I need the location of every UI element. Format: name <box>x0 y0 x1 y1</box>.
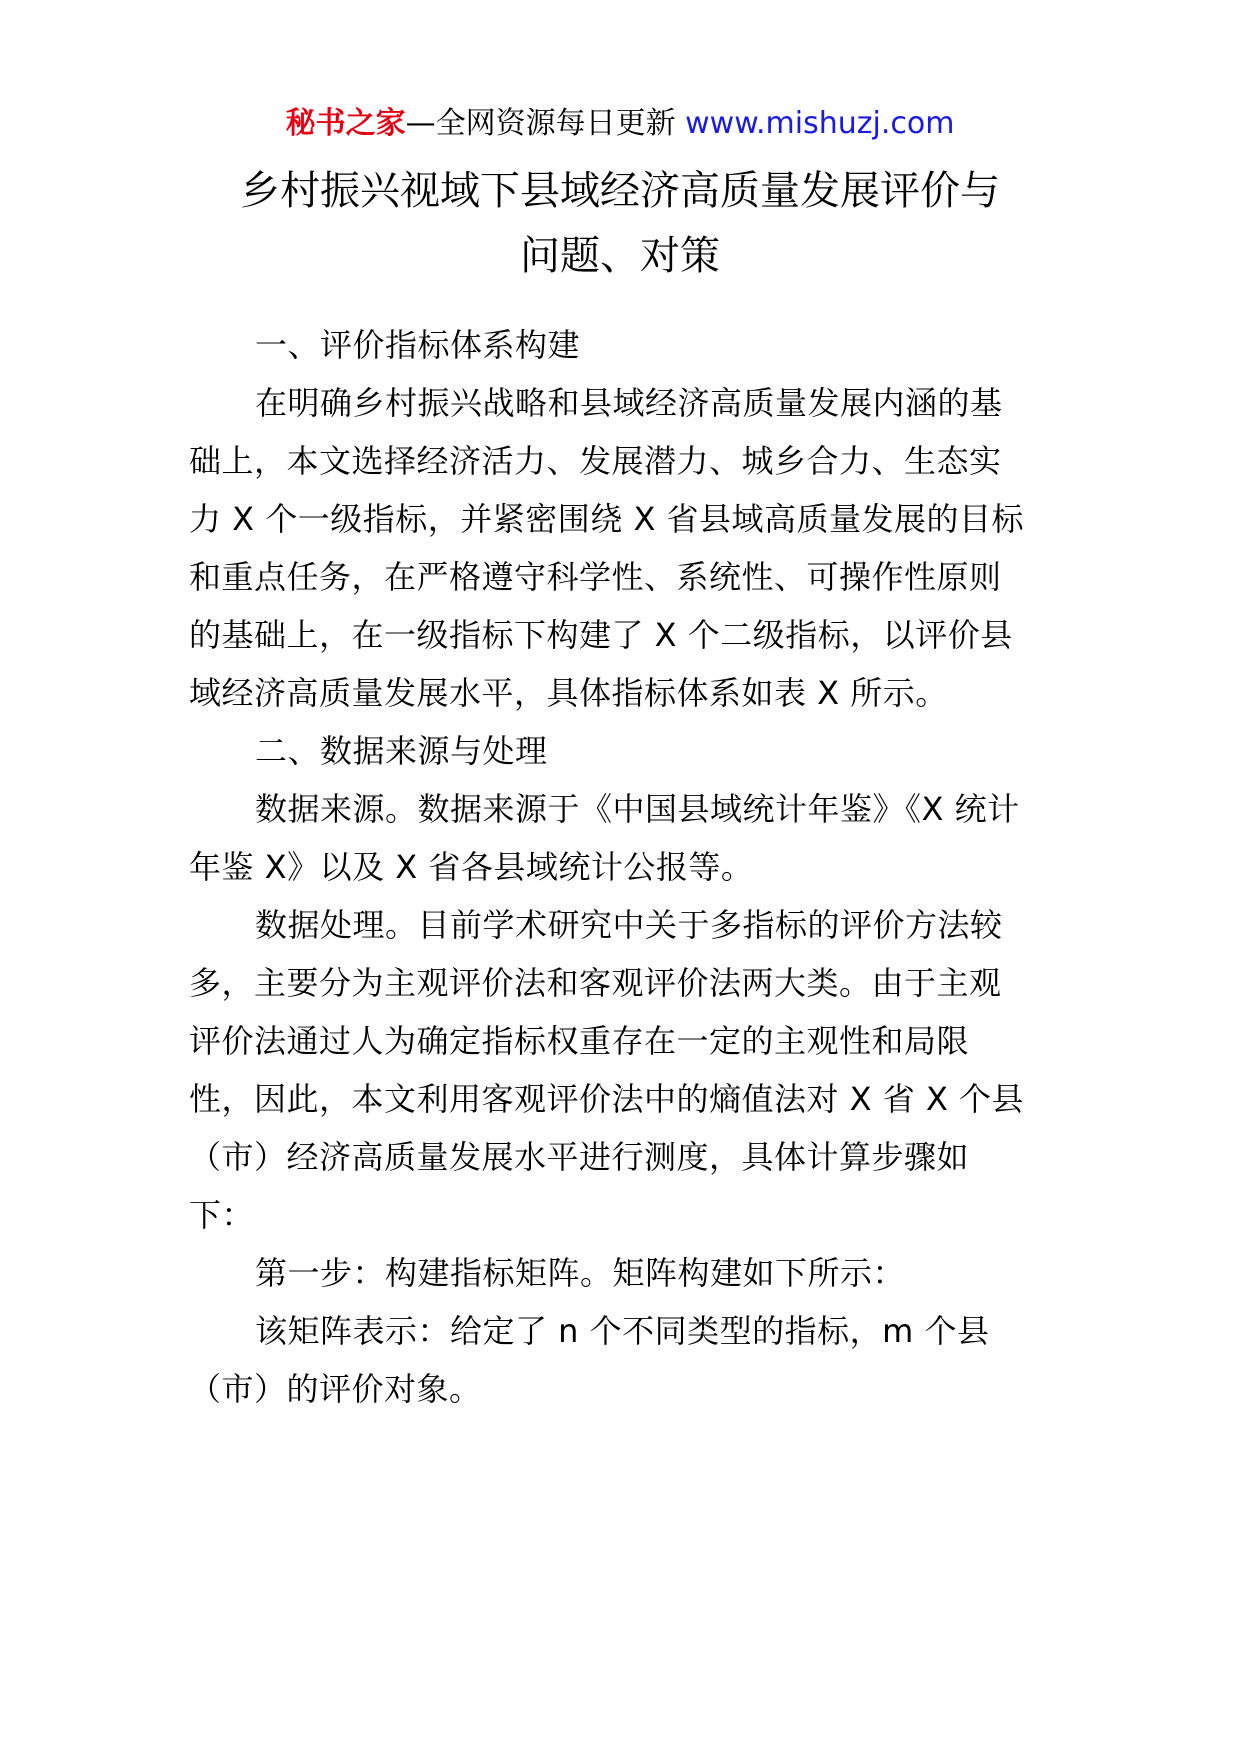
paragraph-line: 下： <box>189 1196 255 1234</box>
paragraph-line: 评价法通过人为确定指标权重存在一定的主观性和局限 <box>189 1022 970 1060</box>
paragraph-line: （市）的评价对象。 <box>189 1370 482 1408</box>
section-heading-1: 一、评价指标体系构建 <box>255 326 581 364</box>
paragraph-line: 和重点任务，在严格遵守科学性、系统性、可操作性原则 <box>189 558 1002 596</box>
paragraph-line: 础上，本文选择经济活力、发展潜力、城乡合力、生态实 <box>189 442 1002 480</box>
paragraph-line: 数据来源。数据来源于《中国县域统计年鉴》《X 统计 <box>255 790 1020 828</box>
site-header <box>0 104 1240 144</box>
document-title-line-2: 问题、对策 <box>520 233 720 279</box>
site-url-link[interactable]: www.mishuzj.com <box>685 106 955 141</box>
paragraph-line: （市）经济高质量发展水平进行测度，具体计算步骤如 <box>189 1138 970 1176</box>
site-slogan: —全网资源每日更新 <box>405 106 676 141</box>
paragraph-line: 多，主要分为主观评价法和客观评价法两大类。由于主观 <box>189 964 1002 1002</box>
paragraph-line: 该矩阵表示：给定了 n 个不同类型的指标，m 个县 <box>255 1312 990 1350</box>
document-title-line-1: 乡村振兴视域下县域经济高质量发展评价与 <box>240 168 1000 214</box>
paragraph-line: 年鉴 X》以及 X 省各县域统计公报等。 <box>189 848 754 886</box>
paragraph-line: 性，因此，本文利用客观评价法中的熵值法对 X 省 X 个县 <box>189 1080 1025 1118</box>
paragraph-line: 第一步：构建指标矩阵。矩阵构建如下所示： <box>255 1254 906 1292</box>
paragraph-line: 在明确乡村振兴战略和县域经济高质量发展内涵的基 <box>255 384 1003 422</box>
section-heading-2: 二、数据来源与处理 <box>255 732 548 770</box>
paragraph-line: 域经济高质量发展水平，具体指标体系如表 X 所示。 <box>189 674 948 712</box>
paragraph-line: 数据处理。目前学术研究中关于多指标的评价方法较 <box>255 906 1003 944</box>
site-brand: 秘书之家 <box>285 106 406 141</box>
paragraph-line: 力 X 个一级指标，并紧密围绕 X 省县域高质量发展的目标 <box>189 500 1025 538</box>
paragraph-line: 的基础上，在一级指标下构建了 X 个二级指标，以评价县 <box>189 616 1013 654</box>
